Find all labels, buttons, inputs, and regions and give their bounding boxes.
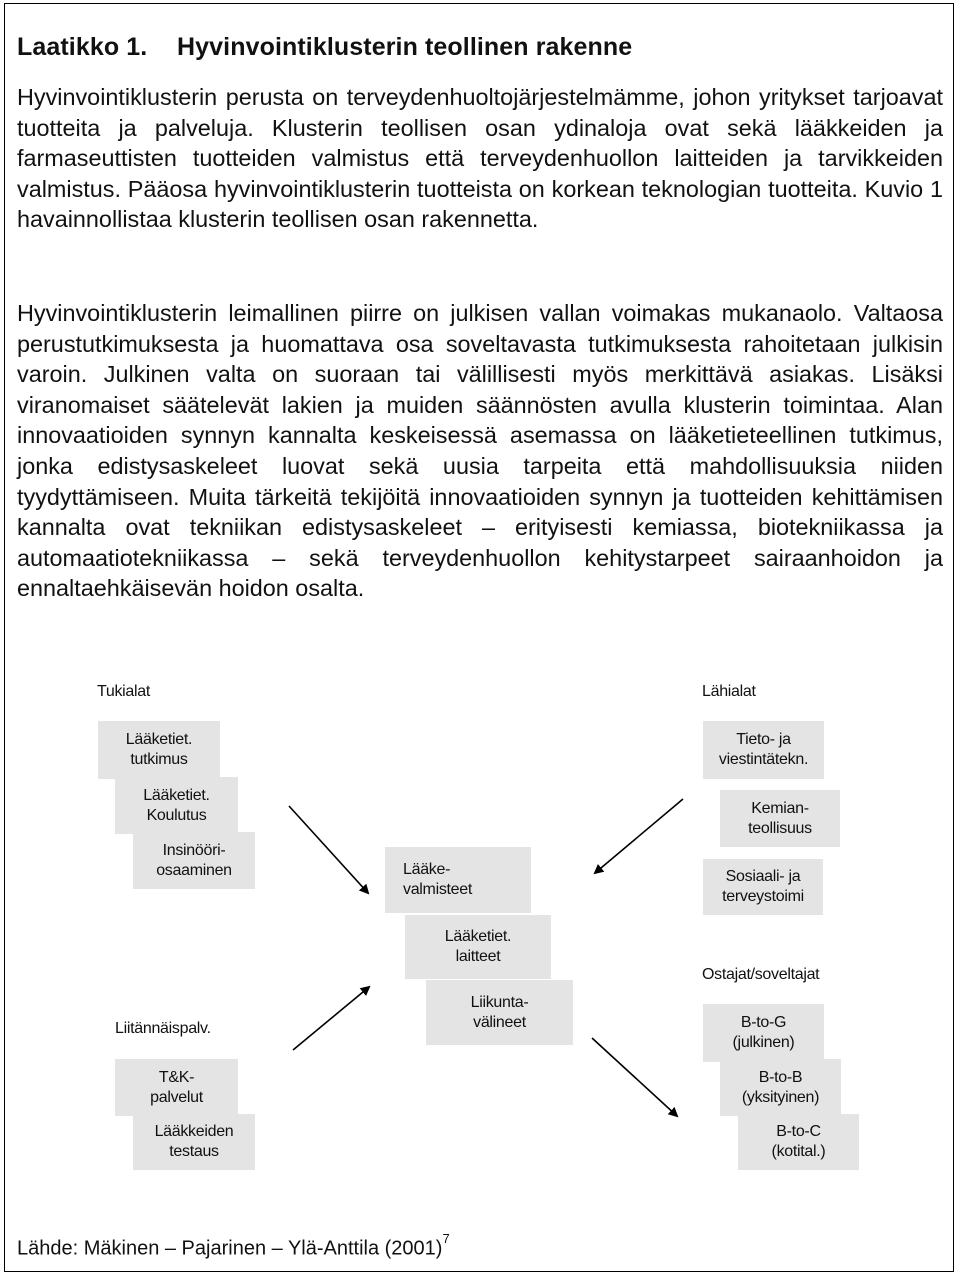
box-line: Koulutus (146, 806, 207, 824)
box-line: Insinööri- (162, 841, 226, 859)
box-line: Liikunta- (470, 993, 529, 1011)
box-line: Lääke- (403, 861, 451, 878)
source-citation (17, 1231, 450, 1261)
box-line: B-to-C (776, 1123, 821, 1140)
liitannaispalv-box-rd (115, 1059, 238, 1116)
box-title-number: Laatikko 1. (17, 33, 148, 61)
arrow-tukialat-to-core (289, 806, 368, 893)
source-footnote: 7 (442, 1231, 450, 1246)
box-line: Lääketiet. (444, 928, 512, 945)
box-line: Kemian- (751, 799, 809, 817)
tukialat-box-education (115, 777, 238, 834)
box-line: teollisuus (748, 819, 812, 837)
tukialat-box-research (98, 721, 220, 779)
box-line: terveystoimi (722, 888, 804, 905)
box-line: Lääketiet. (143, 786, 210, 804)
box-line: B-to-B (758, 1068, 803, 1086)
core-box-medical-devices (405, 915, 551, 979)
paragraph-1: Hyvinvointiklusterin perusta on terveydenhuoltojärjestelmämme, johon yritykset tarjoavat tuotteita ja palveluja. Klusterin teollisen osan ydinaloja ovat sekä lääkkeiden ja farmaseuttisten tuotteiden valmistus että terveydenhuollon laitteiden ja tarvikkeiden valmistus. Pääosa hyvinvointiklusterin tuotteista on korkean teknologian tuotteita. Kuvio 1 havainnollistaa klusterin teollisen osan rakennetta. (17, 84, 943, 233)
box-title-text: Hyvinvointiklusterin teollinen rakenne (177, 33, 633, 61)
lahialat-label: Lähialat (702, 683, 756, 700)
box-line: välineet (473, 1013, 526, 1031)
box-line: B-to-G (740, 1014, 787, 1031)
box-line: Sosiaali- ja (725, 868, 801, 885)
box-line: tutkimus (130, 751, 188, 768)
core-box-pharmaceuticals (385, 847, 531, 913)
box-line: Lääketiet. (125, 731, 193, 748)
box-line: (yksityinen) (741, 1088, 820, 1106)
liitannaispalv-label: Liitännäispalv. (115, 1020, 211, 1037)
arrow-liitannaispalv-to-core (293, 987, 369, 1050)
ostajat-label: Ostajat/soveltajat (702, 966, 820, 983)
box-line: Lääkkeiden (154, 1123, 234, 1140)
arrow-core-to-ostajat (592, 1038, 677, 1116)
lahialat-box-ict (703, 721, 824, 779)
box-line: (kotital.) (771, 1143, 826, 1160)
box-line: valmisteet (403, 881, 473, 898)
box-line: T&K- (158, 1068, 195, 1086)
paragraph-2: Hyvinvointiklusterin leimallinen piirre on julkisen vallan voimakas mukanaolo. Valtaosa perustutkimuksesta ja huomattava osa soveltavasta tutkimuksesta rahoitetaan julkisin varoin. Julkinen valta on suoraan tai välillisesti myös merkittävä asiakas. Lisäksi viranomaiset säätelevät lakien ja muiden säännösten avulla klusterin toimintaa. Alan innovaatioiden synnyn kannalta keskeisessä asemassa on lääketieteellinen tutkimus, jonka edistysaskeleet luovat sekä uusia tarpeita että mahdollisuuksia niiden tyydyttämiseen. Muita tärkeitä tekijöitä innovaatioiden synnyn ja tuotteiden kehittämisen kannalta ovat tekniikan edistysaskeleet – erityisesti kemiassa, biotekniikassa ja automaatiotekniikassa – sekä terveydenhuollon kehitystarpeet sairaanhoidon ja ennaltaehkäisevän hoidon osalta. (17, 300, 943, 602)
box-line: viestintätekn. (718, 751, 809, 768)
ostajat-box-b2c (738, 1114, 859, 1170)
box-line: testaus (169, 1143, 219, 1160)
source-text: Lähde: Mäkinen – Pajarinen – Ylä-Anttila (2001) (17, 1237, 443, 1260)
box-line: (julkinen) (732, 1034, 795, 1051)
box-line: osaaminen (156, 861, 232, 879)
tukialat-label: Tukialat (97, 683, 151, 700)
tukialat-box-engineering (133, 832, 255, 889)
liitannaispalv-box-testing (133, 1114, 255, 1170)
box-line: palvelut (150, 1088, 203, 1106)
ostajat-box-b2b (720, 1059, 841, 1116)
lahialat-box-chemical (720, 790, 840, 847)
arrow-lahialat-to-core (595, 799, 683, 873)
box-line: laitteet (455, 948, 501, 965)
box-line: Tieto- ja (736, 731, 791, 748)
lahialat-box-social (703, 859, 823, 915)
ostajat-box-b2g (703, 1004, 824, 1062)
core-box-sports-equipment (426, 980, 573, 1045)
